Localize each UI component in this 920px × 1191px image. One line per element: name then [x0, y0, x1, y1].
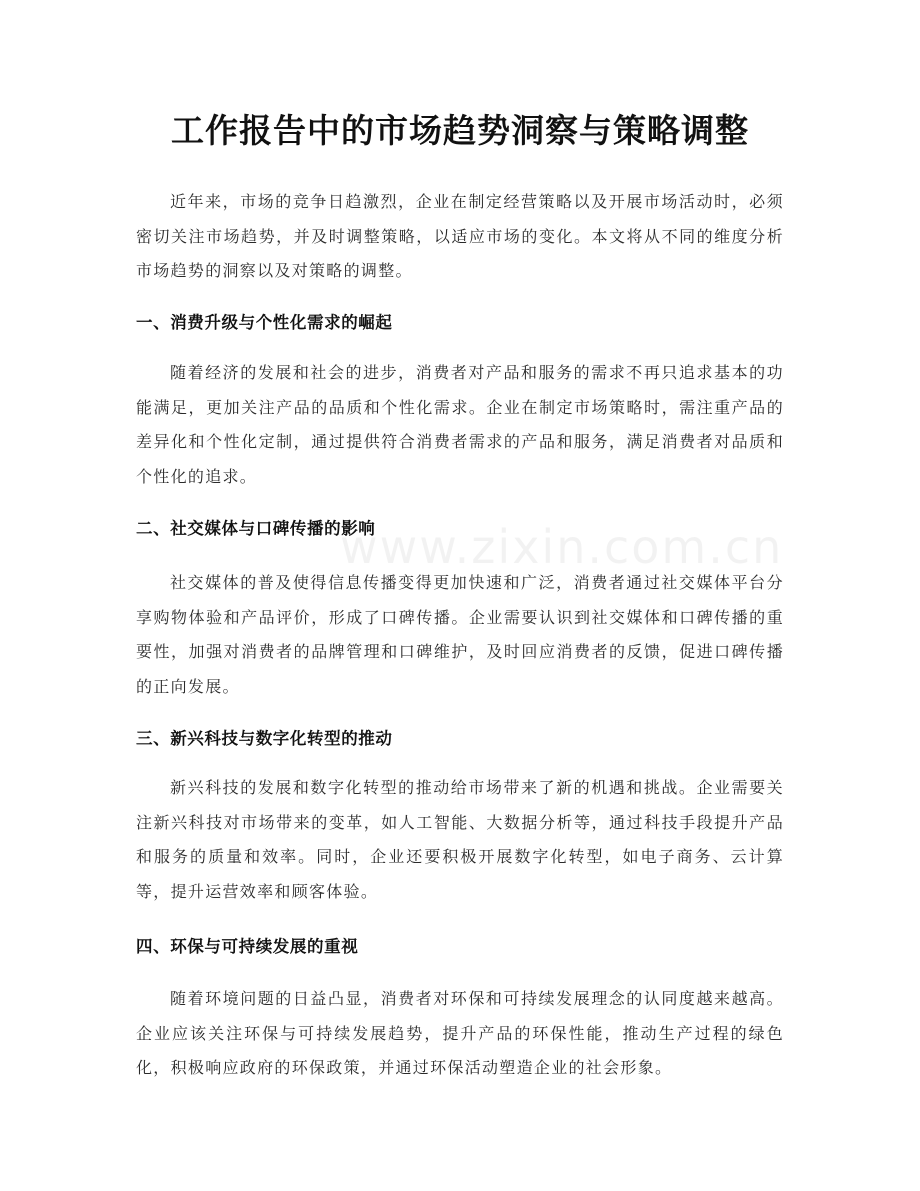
- section-body-2: 社交媒体的普及使得信息传播变得更加快速和广泛，消费者通过社交媒体平台分享购物体验和产品评价，形成了口碑传播。企业需要认识到社交媒体和口碑传播的重要性，加强对消费者的品牌管理和口碑维护，及时回应消费者的反馈，促进口碑传播的正向发展。: [136, 573, 784, 696]
- intro-paragraph: 近年来，市场的竞争日趋激烈，企业在制定经营策略以及开展市场活动时，必须密切关注市场趋势，并及时调整策略，以适应市场的变化。本文将从不同的维度分析市场趋势的洞察以及对策略的调整。: [136, 192, 784, 280]
- document-title: 工作报告中的市场趋势洞察与策略调整: [171, 111, 749, 150]
- section-heading-1: 一、消费升级与个性化需求的崛起: [136, 313, 393, 332]
- section-heading-4: 四、环保与可持续发展的重视: [136, 937, 359, 956]
- section-body-1: 随着经济的发展和社会的进步，消费者对产品和服务的需求不再只追求基本的功能满足，更加关注产品的品质和个性化需求。企业在制定市场策略时，需注重产品的差异化和个性化定制，通过提供符合消费者需求的产品和服务，满足消费者对品质和个性化的追求。: [136, 363, 784, 486]
- section-body-4: 随着环境问题的日益凸显，消费者对环保和可持续发展理念的认同度越来越高。企业应该关注环保与可持续发展趋势，提升产品的环保性能，推动生产过程的绿色化，积极响应政府的环保政策，并通过环保活动塑造企业的社会形象。: [136, 989, 784, 1077]
- section-body-3: 新兴科技的发展和数字化转型的推动给市场带来了新的机遇和挑战。企业需要关注新兴科技对市场带来的变革，如人工智能、大数据分析等，通过科技手段提升产品和服务的质量和效率。同时，企业还要积极开展数字化转型，如电子商务、云计算等，提升运营效率和顾客体验。: [136, 778, 784, 901]
- section-heading-3: 三、新兴科技与数字化转型的推动: [136, 729, 393, 748]
- section-heading-2: 二、社交媒体与口碑传播的影响: [136, 519, 376, 538]
- watermark-text: www.zixin.com.cn: [340, 520, 784, 574]
